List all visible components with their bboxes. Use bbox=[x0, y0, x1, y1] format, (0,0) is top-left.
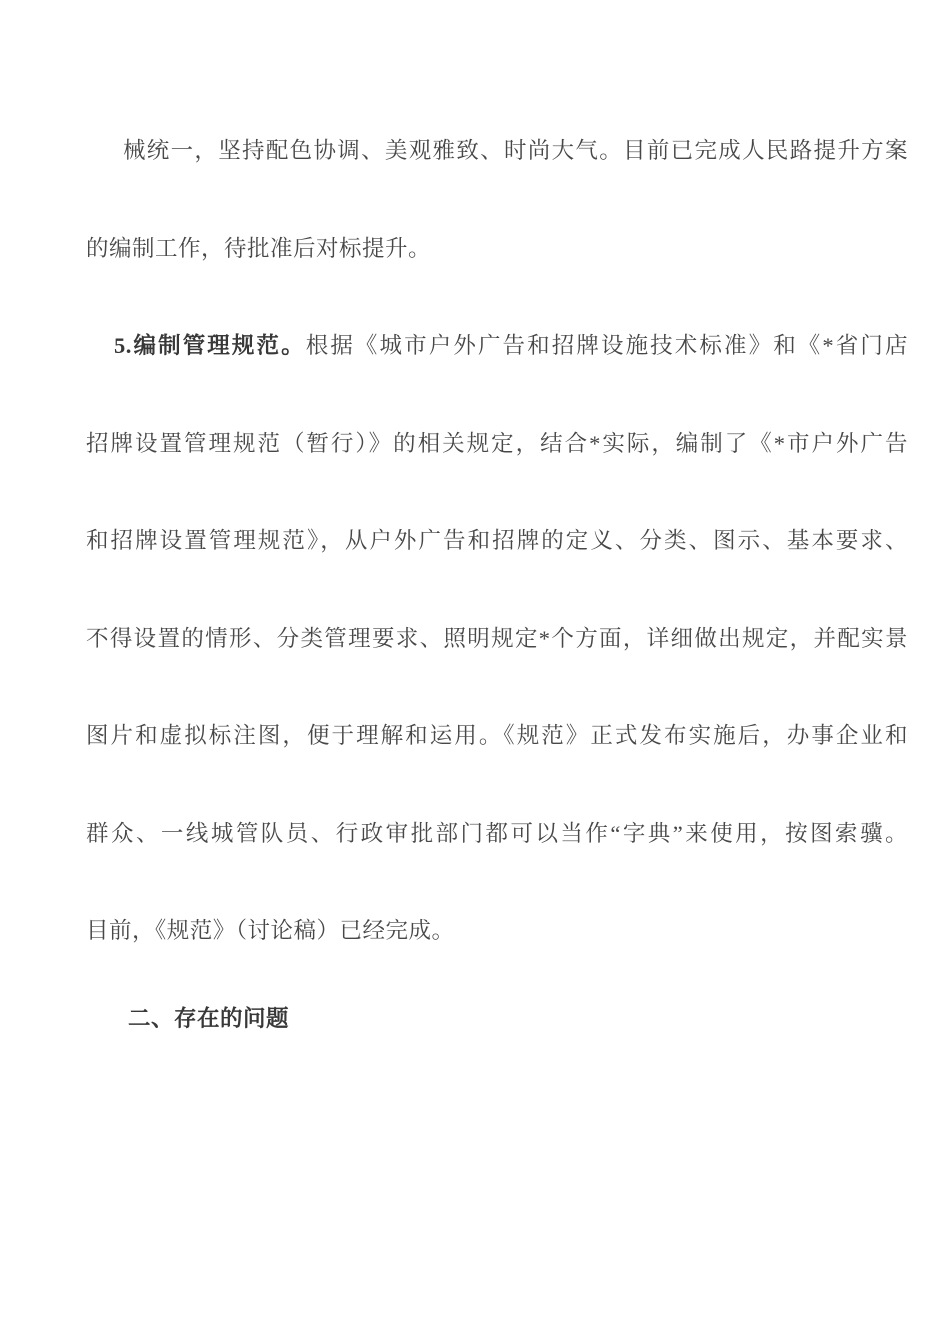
text-run: 图片和虚拟标注图，便于理解和运用。《规范》正式发布实施后，办事企业和 bbox=[86, 723, 908, 748]
text-run: 根据《城市户外广告和招牌设施技术标准》和《*省门店 bbox=[305, 333, 908, 358]
text-run: 招牌设置管理规范（暂行）》的相关规定，结合*实际，编制了《*市户外广告 bbox=[86, 430, 908, 456]
text-run: 的编制工作，待批准后对标提升。 bbox=[86, 235, 432, 261]
text-run: 群众、一线城管队员、行政审批部门都可以当作“字典”来使用，按图索骥。 bbox=[86, 820, 908, 846]
text-line bbox=[86, 102, 908, 200]
text-line bbox=[86, 492, 908, 590]
text-line bbox=[86, 590, 908, 688]
text-line bbox=[86, 785, 908, 883]
text-run: 和招牌设置管理规范》，从户外广告和招牌的定义、分类、图示、基本要求、 bbox=[86, 528, 908, 553]
text-line bbox=[86, 882, 908, 980]
text-run: 目前，《规范》（讨论稿）已经完成。 bbox=[86, 918, 455, 943]
text-run: 不得设置的情形、分类管理要求、照明规定*个方面，详细做出规定，并配实景 bbox=[86, 625, 908, 651]
text-line bbox=[86, 200, 908, 298]
bold-text-run: 5.编制管理规范。 bbox=[114, 333, 306, 358]
heading-text: 二、存在的问题 bbox=[128, 1005, 290, 1031]
section-heading bbox=[86, 970, 908, 1068]
text-line bbox=[86, 687, 908, 785]
text-line bbox=[86, 297, 908, 395]
text-line bbox=[86, 395, 908, 493]
text-run: 械统一，坚持配色协调、美观雅致、时尚大气。目前已完成人民路提升方案 bbox=[123, 138, 908, 163]
